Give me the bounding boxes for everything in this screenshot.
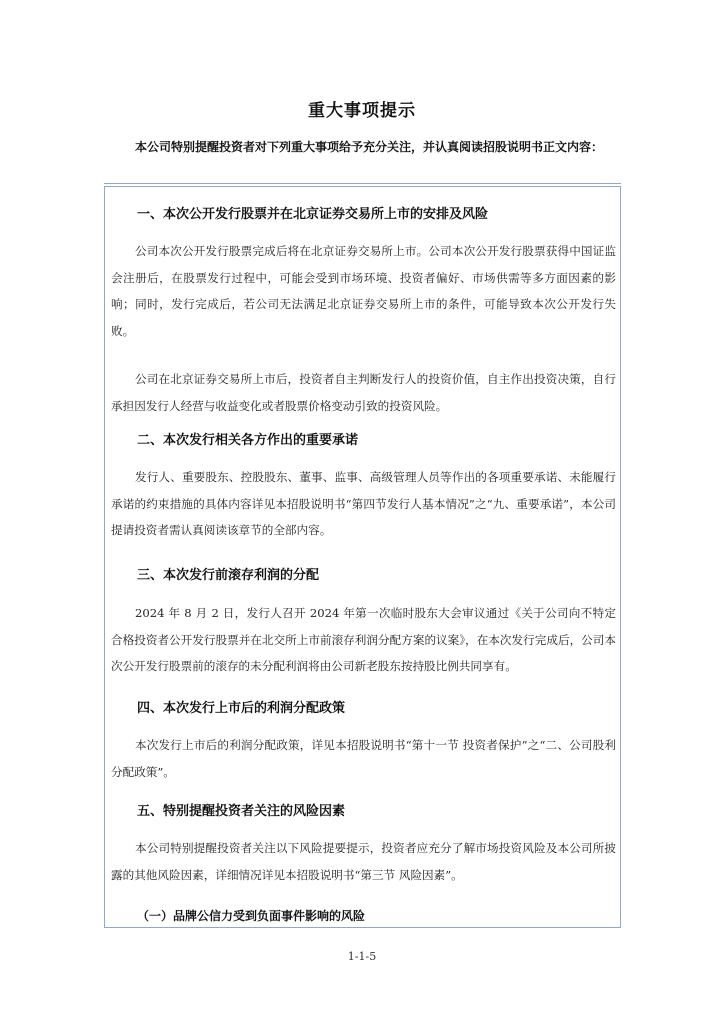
section-heading-2: 二、本次发行相关各方作出的重要承诺 [137,433,359,448]
section-1-paragraph-2: 公司在北京证券交易所上市后，投资者自主判断发行人的投资价值，自主作出投资决策，自行承担因发行人经营与收益变化或者股票价格变动引致的投资风险。 [111,372,616,413]
section-heading-1: 一、本次公开发行股票并在北京证券交易所上市的安排及风险 [137,207,489,222]
section-heading-5: 五、特别提醒投资者关注的风险因素 [137,804,346,819]
subsection-heading: （一）品牌公信力受到负面事件影响的风险 [137,909,366,923]
section-4-paragraph-1: 本次发行上市后的利润分配政策，详见本招股说明书“第十一节 投资者保护”之“二、公司股利分配政策”。 [111,738,616,779]
section-5-paragraph-1: 本公司特别提醒投资者关注以下风险提要提示，投资者应充分了解市场投资风险及本公司所披露的其他风险因素，详细情况详见本招股说明书“第三节 风险因素”。 [111,841,616,882]
page-title: 重大事项提示 [308,101,416,121]
section-2-paragraph-1: 发行人、重要股东、控股股东、董事、监事、高级管理人员等作出的各项重要承诺、未能履行承诺的约束措施的具体内容详见本招股说明书“第四节发行人基本情况”之“九、重要承诺”，本公司提请投资者需认真阅读该章节的全部内容。 [111,470,616,537]
section-3-paragraph-1: 2024 年 8 月 2 日，发行人召开 2024 年第一次临时股东大会审议通过《关于公司向不特定合格投资者公开发行股票并在北交所上市前滚存利润分配方案的议案》，在本次发行完成后，公司本次公开发行股票前的滚存的未分配利润将由公司新老股东按持股比例共同享有。 [111,606,616,673]
intro-paragraph: 本公司特别提醒投资者对下列重大事项给予充分关注，并认真阅读招股说明书正文内容： [135,140,604,154]
frame-top-rule [104,183,621,184]
section-1-paragraph-1: 公司本次公开发行股票完成后将在北京证券交易所上市。公司本次公开发行股票获得中国证监会注册后，在股票发行过程中，可能会受到市场环境、投资者偏好、市场供需等多方面因素的影响；同时，发行完成后，若公司无法满足北京证券交易所上市的条件，可能导致本次公开发行失败。 [111,244,616,338]
section-heading-3: 三、本次发行前滚存利润的分配 [137,568,320,583]
page-number: 1-1-5 [347,950,377,963]
section-heading-4: 四、本次发行上市后的利润分配政策 [137,701,346,716]
